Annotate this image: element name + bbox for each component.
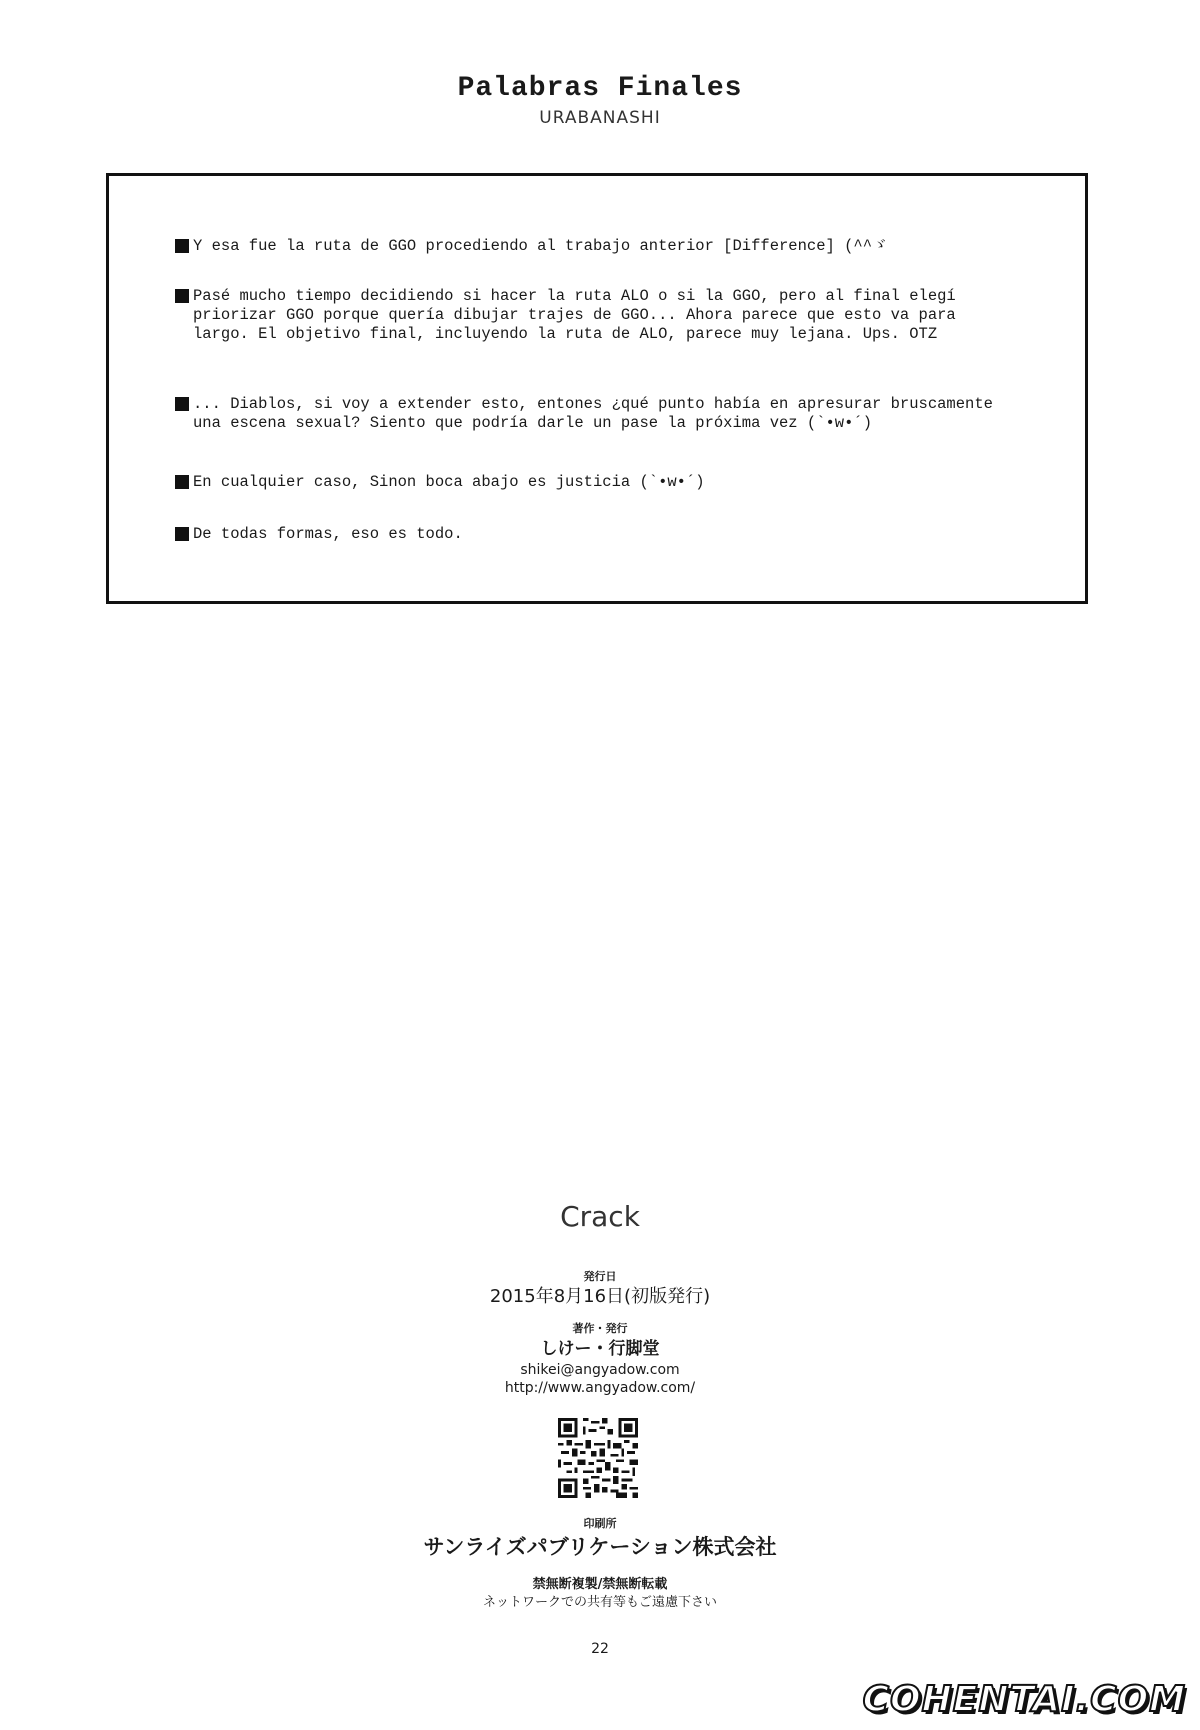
notes-box <box>106 173 1088 604</box>
author-url: http://www.angyadow.com/ <box>504 1380 696 1396</box>
author-email: shikei@angyadow.com <box>520 1362 680 1378</box>
sharing-notice: ネットワークでの共有等もご遠慮下さい <box>482 1595 717 1610</box>
note-item <box>175 237 1025 256</box>
note-text: ... Diablos, si voy a extender esto, entones ¿qué punto había en apresurar bruscamente una escena sexual? Siento que podría darle un pase la próxima vez (`•w•´) <box>193 395 993 432</box>
printer-label: 印刷所 <box>583 1517 617 1530</box>
page-title: Palabras Finales <box>457 73 743 104</box>
page-number: 22 <box>591 1641 609 1657</box>
square-bullet-icon <box>175 475 189 489</box>
page-subtitle: URABANASHI <box>539 108 661 128</box>
note-text: Pasé mucho tiempo decidiendo si hacer la ruta ALO o si la GGO, pero al final elegí priorizar GGO porque quería dibujar trajes de GGO... Ahora parece que esto va para largo. El objetivo final, incluyendo la ruta de ALO, parece muy lejana. Ups. OTZ <box>193 287 956 343</box>
note-item <box>175 287 1025 344</box>
note-text: Y esa fue la ruta de GGO procediendo al trabajo anterior [Difference] (^^ゞ <box>193 237 888 255</box>
qr-code-icon <box>558 1418 638 1498</box>
date-label: 発行日 <box>583 1270 617 1283</box>
square-bullet-icon <box>175 239 189 253</box>
author-name: しけー・行脚堂 <box>540 1339 660 1359</box>
note-item <box>175 395 1025 433</box>
square-bullet-icon <box>175 289 189 303</box>
square-bullet-icon <box>175 527 189 541</box>
printer-name: サンライズパブリケーション株式会社 <box>423 1535 777 1559</box>
note-item <box>175 525 1025 544</box>
note-item <box>175 473 1025 492</box>
publish-date: 2015年8月16日(初版発行) <box>489 1286 711 1307</box>
note-text: De todas formas, eso es todo. <box>193 525 463 543</box>
note-text: En cualquier caso, Sinon boca abajo es justicia (`•w•´) <box>193 473 705 491</box>
square-bullet-icon <box>175 397 189 411</box>
book-title: Crack <box>560 1200 640 1233</box>
page-header <box>0 72 1200 128</box>
copyright-notice: 禁無断複製/禁無断転載 <box>532 1577 668 1592</box>
watermark-logo: COHENTAI.COM <box>862 1679 1186 1720</box>
author-label: 著作・発行 <box>572 1322 628 1335</box>
